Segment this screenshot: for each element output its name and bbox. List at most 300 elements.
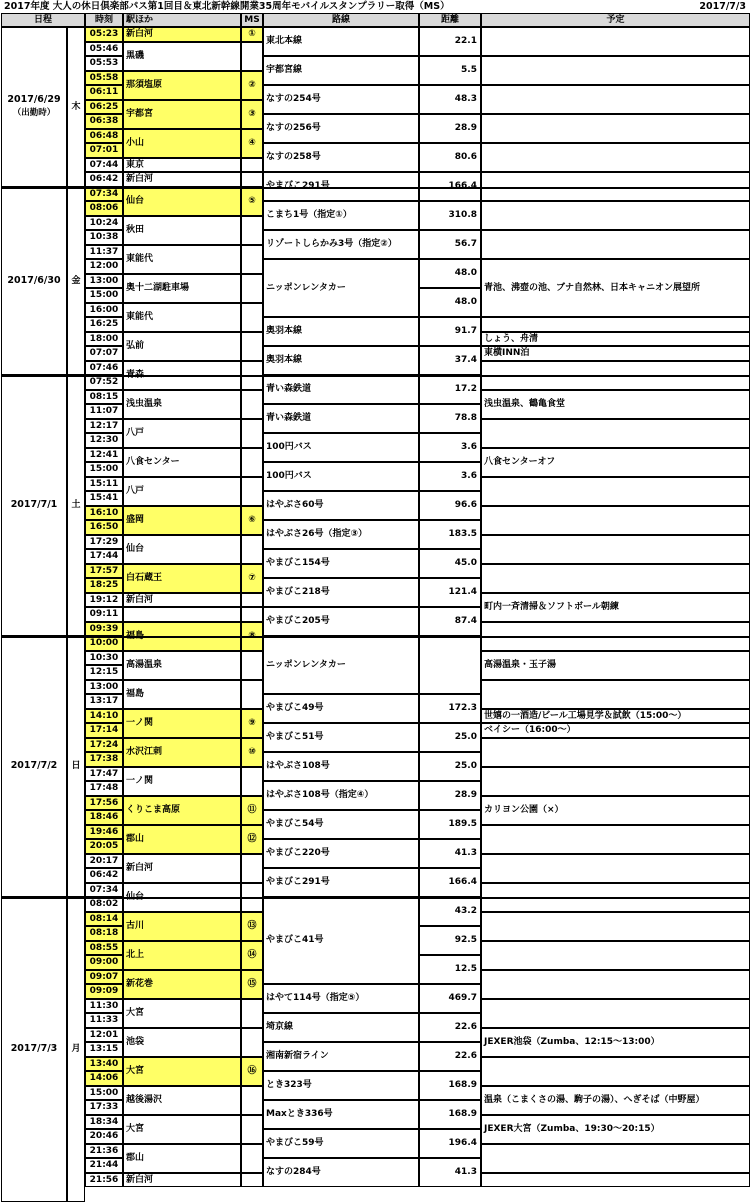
plan-cell [481,535,750,564]
time-cell: 05:58 [85,71,123,85]
stamp-cell [241,390,263,419]
distance-cell: 80.6 [419,143,481,172]
time-cell: 18:46 [85,810,123,825]
route-cell: なすの254号 [263,85,419,114]
route-cell: はやぶさ60号 [263,491,419,520]
stamp-cell [241,680,263,709]
stamp-cell: ⑭ [241,941,263,970]
distance-cell: 22.1 [419,27,481,56]
time-cell: 17:24 [85,738,123,752]
time-cell: 15:00 [85,1086,123,1100]
distance-cell: 172.3 [419,694,481,723]
stamp-cell: ⑦ [241,564,263,593]
station-cell: 福島 [123,680,241,709]
day-weekday: 土 [67,375,85,636]
stamp-cell [241,1086,263,1115]
plan-cell [481,825,750,854]
time-cell: 10:24 [85,216,123,230]
plan-cell: 温泉（こまくさの湯、駒子の湯）、へぎそば（中野屋） [481,1086,750,1115]
time-cell: 12:17 [85,419,123,433]
time-cell: 17:14 [85,723,123,738]
station-cell: 大宮 [123,1115,241,1144]
station-cell: 盛岡 [123,506,241,535]
time-cell: 20:05 [85,839,123,854]
plan-cell [481,1057,750,1086]
time-cell: 18:25 [85,578,123,593]
plan-cell [481,970,750,999]
time-cell: 09:39 [85,622,123,636]
col-header-date: 日程 [1,13,85,27]
stamp-cell: ⑬ [241,912,263,941]
route-cell: はやぶさ108号 [263,752,419,781]
time-cell: 07:01 [85,143,123,158]
day-date-cell [1,636,67,897]
time-cell: 14:06 [85,1071,123,1086]
day-date-cell [1,375,67,636]
route-cell: はやて114号（指定⑤） [263,984,419,1013]
station-cell: 小山 [123,129,241,158]
stamp-cell: ⑮ [241,970,263,999]
time-cell: 07:34 [85,883,123,897]
stamp-cell [241,274,263,303]
time-cell: 07:44 [85,158,123,172]
plan-cell [481,680,750,709]
distance-cell: 189.5 [419,810,481,839]
route-cell: Maxとき336号 [263,1100,419,1129]
plan-cell: 東横INN泊 [481,346,750,361]
time-cell: 17:44 [85,549,123,564]
time-cell: 18:00 [85,332,123,346]
plan-cell [481,317,750,332]
plan-cell [481,999,750,1028]
stamp-cell: ⑫ [241,825,263,854]
station-cell: 白石蔵王 [123,564,241,593]
route-cell: はやぶさ108号（指定④） [263,781,419,810]
col-header-ms: MS [241,13,263,27]
stamp-cell: ⑨ [241,709,263,738]
report-title: 2017年度 大人の休日倶楽部パス第1回目＆東北新幹線開業35周年モバイルスタンプラリー取得（MS） [4,1,450,12]
time-cell: 12:01 [85,1028,123,1042]
time-cell: 17:29 [85,535,123,549]
plan-cell [481,1144,750,1173]
time-cell: 19:46 [85,825,123,839]
station-cell: 浅虫温泉 [123,390,241,419]
plan-cell [481,477,750,506]
route-cell: やまびこ154号 [263,549,419,578]
distance-cell: 469.7 [419,984,481,1013]
stamp-cell: ⑪ [241,796,263,825]
time-cell: 21:36 [85,1144,123,1158]
day-date: 2017/6/29 [7,94,61,106]
time-cell: 20:46 [85,1129,123,1144]
col-header-station: 駅ほか [123,13,241,27]
station-cell: 仙台 [123,187,241,216]
time-cell: 12:41 [85,448,123,462]
distance-cell: 87.4 [419,607,481,636]
route-cell: こまち1号（指定①） [263,201,419,230]
station-cell: 仙台 [123,535,241,564]
plan-cell [481,56,750,85]
day-date: 2017/7/3 [10,1043,58,1055]
plan-cell: しょう、舟清 [481,332,750,346]
station-cell: くりこま高原 [123,796,241,825]
distance-cell: 183.5 [419,520,481,549]
time-cell: 13:40 [85,1057,123,1071]
time-cell: 10:30 [85,651,123,665]
route-cell: やまびこ220号 [263,839,419,868]
plan-cell: カリヨン公園（×） [481,796,750,825]
time-cell: 16:25 [85,317,123,332]
distance-cell: 92.5 [419,926,481,955]
plan-cell: 世嬉の一酒造/ビール工場見学＆試飲（15:00～） [481,709,750,723]
station-cell: 新白河 [123,854,241,883]
distance-cell: 48.0 [419,288,481,317]
day-weekday: 木 [67,27,85,187]
time-cell: 09:11 [85,607,123,622]
station-cell: 一ノ関 [123,709,241,738]
time-cell: 16:10 [85,506,123,520]
station-cell: 新白河 [123,27,241,42]
time-cell: 08:06 [85,201,123,216]
route-cell: 湘南新宿ライン [263,1042,419,1071]
day-separator [1,187,750,189]
time-cell: 13:17 [85,694,123,709]
stamp-cell [241,158,263,172]
stamp-cell: ① [241,27,263,42]
time-cell: 07:46 [85,361,123,375]
stamp-cell: ⑯ [241,1057,263,1086]
plan-cell [481,767,750,796]
distance-cell: 48.3 [419,85,481,114]
plan-cell [481,27,750,56]
plan-cell: 浅虫温泉、鶴亀食堂 [481,390,750,419]
plan-cell [481,85,750,114]
day-weekday: 金 [67,187,85,375]
station-cell: 越後湯沢 [123,1086,241,1115]
stamp-cell [241,593,263,607]
plan-cell: ベイシー（16:00～） [481,723,750,738]
day-weekday: 日 [67,636,85,897]
plan-cell [481,143,750,172]
stamp-cell [241,332,263,361]
distance-cell: 41.3 [419,1158,481,1187]
station-cell: 高湯温泉 [123,651,241,680]
station-cell: 東能代 [123,303,241,332]
distance-cell: 3.6 [419,462,481,491]
time-cell: 08:55 [85,941,123,955]
distance-cell: 310.8 [419,201,481,230]
plan-cell [481,114,750,143]
time-cell: 12:00 [85,259,123,274]
station-cell: 黒磯 [123,42,241,71]
distance-cell: 168.9 [419,1100,481,1129]
time-cell: 09:00 [85,955,123,970]
distance-cell: 91.7 [419,317,481,346]
stamp-cell [241,172,263,187]
time-cell: 15:00 [85,288,123,303]
route-cell: 奥羽本線 [263,317,419,346]
plan-cell: 高湯温泉・玉子湯 [481,651,750,680]
day-date-cell [1,897,67,1202]
route-cell: やまびこ218号 [263,578,419,607]
station-cell: 八戸 [123,477,241,506]
day-date: 2017/7/1 [10,499,58,511]
stamp-cell [241,651,263,680]
stamp-cell [241,1115,263,1144]
time-cell: 11:37 [85,245,123,259]
time-cell: 12:30 [85,433,123,448]
time-cell: 08:02 [85,897,123,912]
time-cell: 07:52 [85,375,123,390]
route-cell: 埼京線 [263,1013,419,1042]
station-cell: 那須塩原 [123,71,241,100]
time-cell: 07:34 [85,187,123,201]
station-cell: 北上 [123,941,241,970]
distance-cell: 78.8 [419,404,481,433]
distance-cell: 28.9 [419,781,481,810]
col-header-distance: 距離 [419,13,481,27]
plan-cell [481,564,750,593]
distance-cell: 196.4 [419,1129,481,1158]
time-cell: 08:18 [85,926,123,941]
route-cell: 東北本線 [263,27,419,56]
time-cell: 06:42 [85,172,123,187]
distance-cell: 166.4 [419,868,481,897]
route-cell: やまびこ205号 [263,607,419,636]
col-header-route: 路線 [263,13,419,27]
station-cell: 大宮 [123,1057,241,1086]
stamp-cell [241,216,263,245]
stamp-cell: ③ [241,100,263,129]
time-cell: 10:38 [85,230,123,245]
distance-cell: 25.0 [419,723,481,752]
route-cell: 奥羽本線 [263,346,419,375]
stamp-cell: ⑤ [241,187,263,216]
time-cell: 05:23 [85,27,123,42]
route-cell: 宇都宮線 [263,56,419,85]
plan-cell: 町内一斉清掃＆ソフトボール朝練 [481,593,750,622]
distance-cell: 3.6 [419,433,481,462]
distance-cell: 37.4 [419,346,481,375]
stamp-cell [241,999,263,1028]
time-cell: 11:30 [85,999,123,1013]
stamp-cell: ② [241,71,263,100]
distance-cell: 56.7 [419,230,481,259]
distance-cell: 22.6 [419,1042,481,1071]
distance-cell: 28.9 [419,114,481,143]
station-cell: 郡山 [123,825,241,854]
stamp-cell: ⑩ [241,738,263,767]
stamp-cell: ④ [241,129,263,158]
plan-cell [481,506,750,535]
time-cell: 17:33 [85,1100,123,1115]
distance-cell: 25.0 [419,752,481,781]
time-cell: 17:38 [85,752,123,767]
stamp-cell [241,854,263,883]
distance-cell [419,636,481,694]
time-cell: 17:56 [85,796,123,810]
route-cell: とき323号 [263,1071,419,1100]
time-cell: 06:42 [85,868,123,883]
distance-cell: 168.9 [419,1071,481,1100]
distance-cell: 12.5 [419,955,481,984]
stamp-cell [241,1028,263,1057]
route-cell: 100円バス [263,462,419,491]
station-cell: 新白河 [123,1173,241,1187]
time-cell: 12:15 [85,665,123,680]
time-cell: 06:38 [85,114,123,129]
time-cell: 15:41 [85,491,123,506]
route-cell: 青い森鉄道 [263,404,419,433]
stamp-cell [241,419,263,448]
route-cell: なすの284号 [263,1158,419,1187]
station-cell: 新白河 [123,172,241,187]
day-weekday: 月 [67,897,85,1202]
station-cell: 宇都宮 [123,100,241,129]
time-cell: 07:07 [85,346,123,361]
time-cell: 13:15 [85,1042,123,1057]
station-cell: 東能代 [123,245,241,274]
station-cell: 一ノ関 [123,767,241,796]
time-cell: 18:34 [85,1115,123,1129]
distance-cell: 45.0 [419,549,481,578]
plan-cell [481,738,750,767]
stamp-cell [241,245,263,274]
distance-cell: 17.2 [419,375,481,404]
time-cell: 08:15 [85,390,123,404]
route-cell: ニッポンレンタカー [263,636,419,694]
route-cell: やまびこ291号 [263,868,419,897]
time-cell: 09:09 [85,984,123,999]
route-cell: やまびこ41号 [263,897,419,984]
time-cell: 19:12 [85,593,123,607]
station-cell: 郡山 [123,1144,241,1173]
day-date: 2017/7/2 [10,760,58,772]
time-cell: 13:00 [85,680,123,694]
route-cell: やまびこ59号 [263,1129,419,1158]
plan-cell [481,854,750,883]
route-cell: 100円バス [263,433,419,462]
day-note: （出勤時） [12,108,56,119]
route-cell: なすの258号 [263,143,419,172]
time-cell: 10:00 [85,636,123,651]
time-cell: 21:56 [85,1173,123,1187]
distance-cell: 48.0 [419,259,481,288]
plan-cell [481,912,750,941]
plan-cell: 青池、沸壺の池、ブナ自然林、日本キャニオン展望所 [481,259,750,317]
plan-cell: JEXER池袋（Zumba、12:15～13:00） [481,1028,750,1057]
distance-cell: 43.2 [419,897,481,926]
station-cell: 池袋 [123,1028,241,1057]
time-cell: 06:48 [85,129,123,143]
time-cell: 05:53 [85,56,123,71]
report-date: 2017/7/3 [699,1,746,12]
time-cell: 11:07 [85,404,123,419]
time-cell: 16:50 [85,520,123,535]
route-cell: やまびこ49号 [263,694,419,723]
plan-cell [481,201,750,230]
time-cell: 21:44 [85,1158,123,1173]
time-cell: 15:11 [85,477,123,491]
col-header-plan: 予定 [481,13,750,27]
stamp-cell: ⑥ [241,506,263,535]
time-cell: 16:00 [85,303,123,317]
time-cell: 05:46 [85,42,123,56]
station-cell: 古川 [123,912,241,941]
time-cell: 17:57 [85,564,123,578]
time-cell: 11:33 [85,1013,123,1028]
plan-cell [481,1173,750,1187]
distance-cell: 5.5 [419,56,481,85]
station-cell: 八戸 [123,419,241,448]
stamp-cell [241,767,263,796]
time-cell: 08:14 [85,912,123,926]
stamp-cell [241,42,263,71]
station-cell: 大宮 [123,999,241,1028]
day-separator [1,375,750,377]
plan-cell: JEXER大宮（Zumba、19:30～20:15） [481,1115,750,1144]
plan-cell: 八食センターオフ [481,448,750,477]
stamp-cell [241,303,263,332]
route-cell: リゾートしらかみ3号（指定②） [263,230,419,259]
distance-cell: 96.6 [419,491,481,520]
route-cell: ニッポンレンタカー [263,259,419,317]
time-cell: 20:17 [85,854,123,868]
day-separator [1,636,750,638]
stamp-cell [241,477,263,506]
distance-cell: 22.6 [419,1013,481,1042]
station-cell: 八食センター [123,448,241,477]
stamp-cell [241,535,263,564]
stamp-cell [241,1173,263,1187]
day-date: 2017/6/30 [7,274,61,286]
station-cell [123,607,241,622]
stamp-cell [241,607,263,622]
day-separator [1,897,750,899]
stamp-cell [241,448,263,477]
col-header-time: 時刻 [85,13,123,27]
time-cell: 13:00 [85,274,123,288]
station-cell: 新花巻 [123,970,241,999]
distance-cell: 41.3 [419,839,481,868]
station-cell: 東京 [123,158,241,172]
route-cell: なすの256号 [263,114,419,143]
distance-cell: 121.4 [419,578,481,607]
plan-cell [481,419,750,448]
time-cell: 17:48 [85,781,123,796]
route-cell: やまびこ54号 [263,810,419,839]
route-cell: やまびこ51号 [263,723,419,752]
plan-cell [481,230,750,259]
time-cell: 17:47 [85,767,123,781]
day-date-cell [1,27,67,187]
time-cell: 15:00 [85,462,123,477]
time-cell: 09:07 [85,970,123,984]
time-cell: 06:25 [85,100,123,114]
station-cell: 奥十二湖駐車場 [123,274,241,303]
route-cell: 青い森鉄道 [263,375,419,404]
station-cell: 新白河 [123,593,241,607]
plan-cell [481,941,750,970]
stamp-cell [241,1144,263,1173]
station-cell: 秋田 [123,216,241,245]
station-cell: 水沢江刺 [123,738,241,767]
time-cell: 14:10 [85,709,123,723]
time-cell: 06:11 [85,85,123,100]
station-cell: 弘前 [123,332,241,361]
day-date-cell [1,187,67,375]
route-cell: はやぶさ26号（指定③） [263,520,419,549]
